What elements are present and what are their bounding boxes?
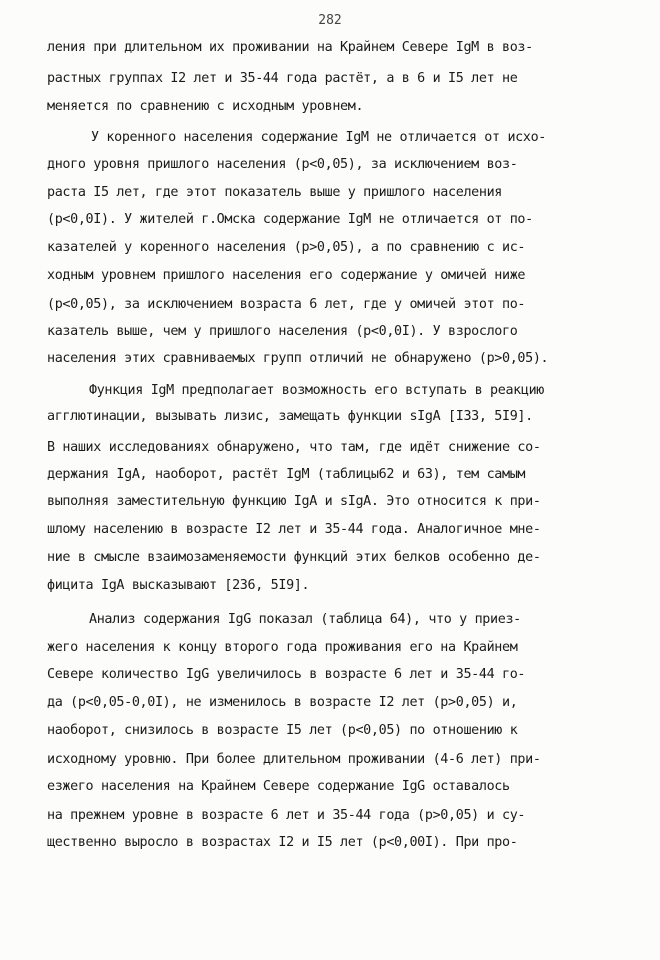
text-line: на прежнем уровне в возрасте 6 лет и 35-44 года (p>0,05) и су- (47, 808, 526, 823)
text-line: ние в смысле взаимозаменяемости функций этих белков особенно де- (47, 550, 541, 565)
text-line: фицита IgA высказывают [236, 5I9]. (47, 578, 310, 593)
text-line: агглютинации, вызывать лизис, замещать функции sIgA [I33, 5I9]. (47, 409, 533, 424)
text-line: да (p<0,05-0,0I), не изменилось в возрасте I2 лет (p>0,05) и, (47, 695, 518, 710)
page-number: 282 (318, 13, 342, 28)
text-line: казателей у коренного населения (p>0,05), а по сравнению с ис- (47, 240, 526, 255)
text-line: Севере количество IgG увеличилось в возрасте 6 лет и 35-44 го- (47, 667, 526, 682)
text-line: ления при длительном их проживании на Крайнем Севере IgM в воз- (47, 40, 533, 55)
text-line: держания IgA, наоборот, растёт IgM (таблицы62 и 63), тем самым (47, 467, 526, 482)
text-line: исходному уровню. При более длительном проживании (4-6 лет) при- (47, 752, 541, 767)
text-line: Анализ содержания IgG показал (таблица 64), что у приез- (89, 612, 521, 627)
text-line: казатель выше, чем у пришлого населения (p<0,0I). У взрослого (47, 324, 518, 339)
text-line: жего населения к концу второго года проживания его на Крайнем (47, 640, 518, 655)
text-line: дного уровня пришлого населения (p<0,05), за исключением воз- (47, 157, 518, 172)
text-line: Функция IgM предполагает возможность его вступать в реакцию (89, 383, 544, 398)
text-line: растных группах I2 лет и 35-44 года растёт, а в 6 и I5 лет не (47, 71, 518, 86)
text-line: наоборот, снизилось в возрасте I5 лет (p<0,05) по отношению к (47, 723, 518, 738)
text-line: населения этих сравниваемых групп отличий не обнаружено (p>0,05). (47, 351, 549, 366)
text-line: (p<0,05), за исключением возраста 6 лет, где у омичей этот по- (47, 297, 526, 312)
text-line: щественно выросло в возрастах I2 и I5 лет (p<0,00I). При про- (47, 835, 518, 850)
text-line: меняется по сравнению с исходным уровнем. (47, 99, 364, 114)
text-line: У коренного населения содержание IgM не отличается от исхо- (91, 130, 546, 145)
text-line: езжего населения на Крайнем Севере содержание IgG оставалось (47, 779, 510, 794)
text-line: ходным уровнем пришлого населения его содержание у омичей ниже (47, 268, 526, 283)
text-line: выполняя заместительную функцию IgA и sIgA. Это относится к при- (47, 494, 541, 509)
text-line: раста I5 лет, где этот показатель выше у пришлого населения (47, 185, 502, 200)
text-line: шлому населению в возрасте I2 лет и 35-44 года. Аналогичное мне- (47, 522, 541, 537)
text-line: В наших исследованиях обнаружено, что там, где идёт снижение со- (47, 440, 541, 455)
text-line: (p<0,0I). У жителей г.Омска содержание IgM не отличается от по- (47, 212, 533, 227)
